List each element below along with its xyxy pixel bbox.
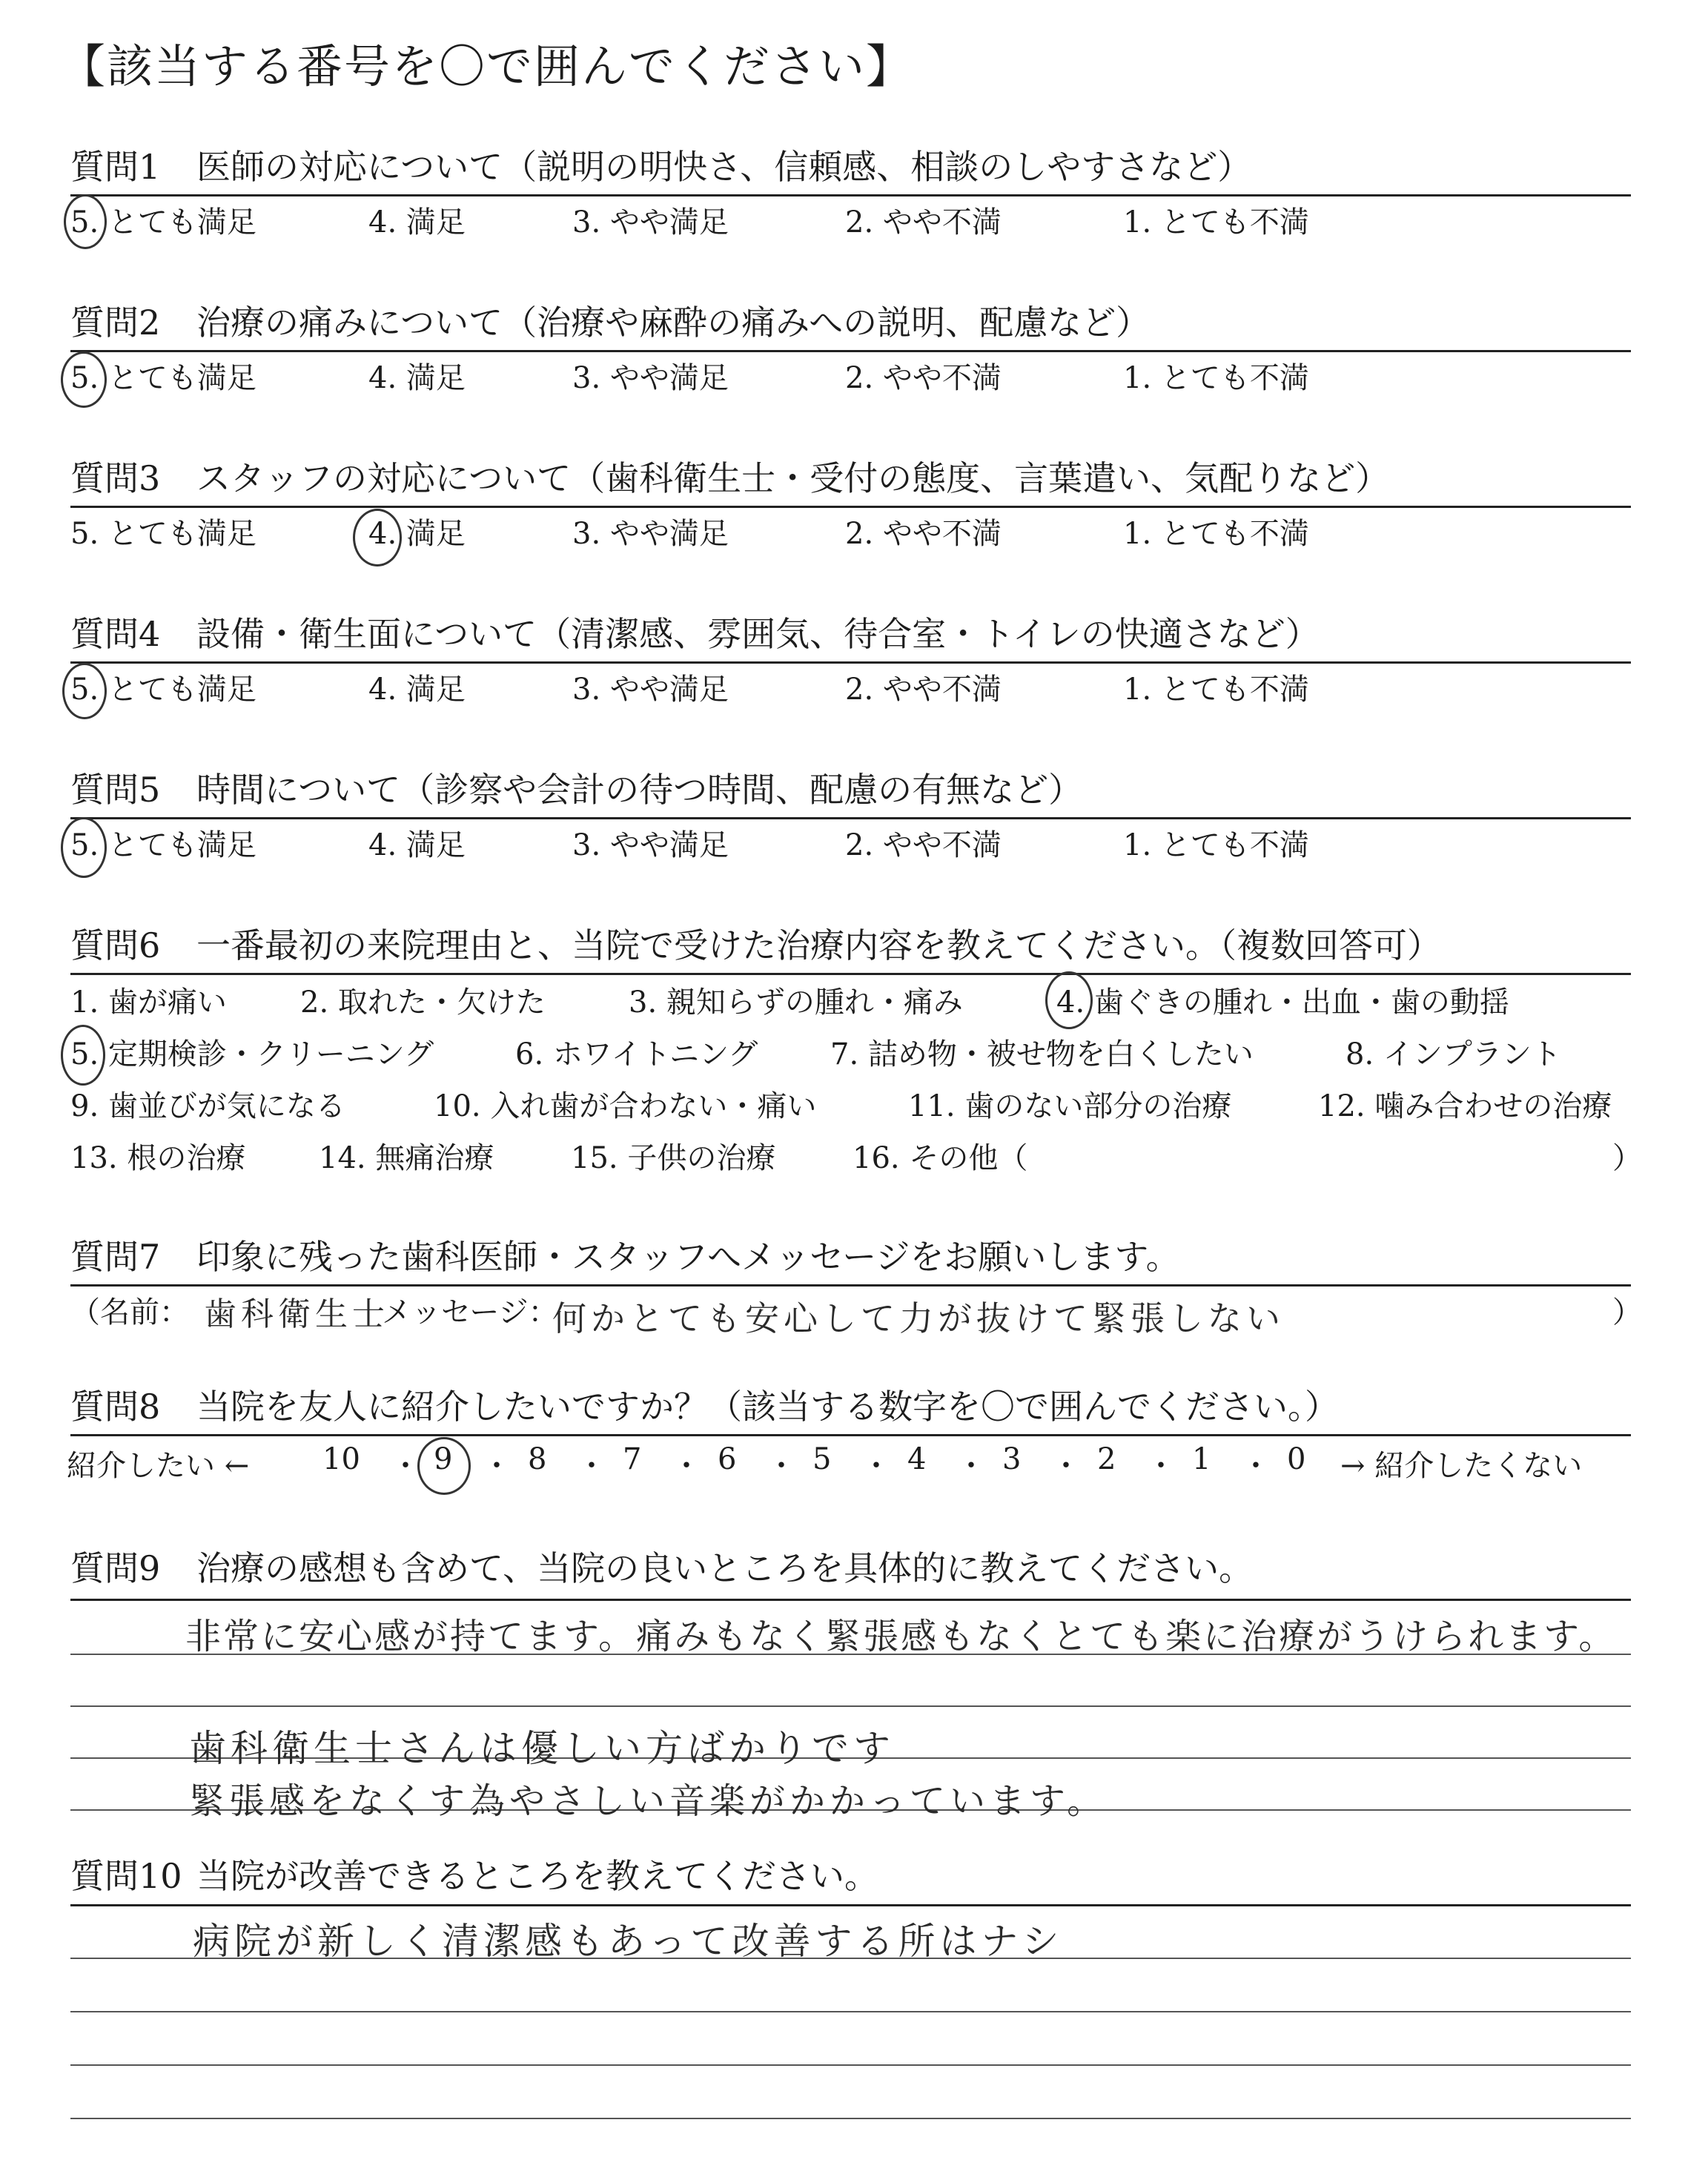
- message-close: ）: [1612, 1295, 1642, 1330]
- option-2[interactable]: 2. やや不満: [845, 828, 1002, 862]
- option-4[interactable]: 4. 満足: [368, 205, 466, 240]
- question-text: 時間について（診察や会計の待つ時間、配慮の有無など）: [196, 770, 1083, 810]
- option[interactable]: 2. 取れた・欠けた: [300, 985, 546, 1020]
- option-other[interactable]: 16. その他（: [853, 1141, 1028, 1175]
- dot: ・: [1146, 1449, 1176, 1483]
- option-4[interactable]: 4. 満足: [368, 828, 466, 862]
- writing-line: [70, 1705, 1631, 1707]
- option-1[interactable]: 1. とても不満: [1123, 828, 1309, 862]
- option-3[interactable]: 3. やや満足: [572, 517, 729, 551]
- option[interactable]: 6. ホワイトニング: [515, 1037, 758, 1071]
- option[interactable]: 11. 歯のない部分の治療: [908, 1089, 1232, 1123]
- score-1[interactable]: 1: [1192, 1442, 1211, 1476]
- scale-right-label: → 紹介したくない: [1340, 1449, 1583, 1483]
- question-number: 質問5: [70, 770, 161, 810]
- option-4[interactable]: 4. 満足: [368, 517, 466, 551]
- option[interactable]: 10. 入れ歯が合わない・痛い: [434, 1089, 817, 1123]
- dot: ・: [861, 1449, 891, 1483]
- writing-line: [70, 2118, 1631, 2119]
- question-text: 一番最初の来院理由と、当院で受けた治療内容を教えてください。（複数回答可）: [196, 925, 1441, 965]
- scale-left-label: 紹介したい ←: [67, 1449, 250, 1483]
- option-5[interactable]: 5. とても満足: [70, 205, 256, 240]
- question-text: 治療の感想も含めて、当院の良いところを具体的に教えてください。: [196, 1548, 1254, 1588]
- divider: [70, 1434, 1631, 1436]
- option-5[interactable]: 5. とても満足: [70, 361, 256, 395]
- dot: ・: [1051, 1449, 1081, 1483]
- option-5[interactable]: 5. とても満足: [70, 828, 256, 862]
- option-2[interactable]: 2. やや不満: [845, 673, 1002, 707]
- divider: [70, 350, 1631, 352]
- dot: ・: [1241, 1449, 1271, 1483]
- option[interactable]: 9. 歯並びが気になる: [70, 1089, 345, 1123]
- option-5[interactable]: 5. とても満足: [70, 517, 256, 551]
- writing-line: [70, 2064, 1631, 2066]
- divider: [70, 661, 1631, 664]
- score-0[interactable]: 0: [1287, 1442, 1306, 1476]
- question-text: 医師の対応について（説明の明快さ、信頼感、相談のしやすさなど）: [196, 147, 1252, 187]
- option-2[interactable]: 2. やや不満: [845, 517, 1002, 551]
- score-2[interactable]: 2: [1097, 1442, 1116, 1476]
- dot: ・: [482, 1449, 512, 1483]
- instruction-header: 【該当する番号を〇で囲んでください】: [59, 39, 914, 93]
- divider: [70, 817, 1631, 819]
- score-8[interactable]: 8: [528, 1442, 547, 1476]
- dot: ・: [577, 1449, 606, 1483]
- q9-handwritten-line-2[interactable]: 歯科衛生士さんは優しい方ばかりです: [189, 1727, 895, 1770]
- score-6[interactable]: 6: [718, 1442, 737, 1476]
- option[interactable]: 5. 定期検診・クリーニング: [70, 1037, 434, 1071]
- option-1[interactable]: 1. とても不満: [1123, 517, 1309, 551]
- option-2[interactable]: 2. やや不満: [845, 205, 1002, 240]
- message-handwritten[interactable]: 何かとても安心して力が抜けて緊張しない: [552, 1298, 1285, 1338]
- option[interactable]: 1. 歯が痛い: [70, 985, 227, 1020]
- question-1: [70, 141, 1627, 193]
- message-label: メッセージ：: [382, 1295, 558, 1330]
- question-text: 当院が改善できるところを教えてください。: [196, 1856, 878, 1896]
- question-10: [70, 1850, 1627, 1902]
- option[interactable]: 12. 噛み合わせの治療: [1318, 1089, 1612, 1123]
- option-3[interactable]: 3. やや満足: [572, 828, 729, 862]
- question-number: 質問2: [70, 303, 161, 343]
- option[interactable]: 8. インプラント: [1345, 1037, 1561, 1071]
- question-number: 質問6: [70, 925, 161, 965]
- score-10[interactable]: 10: [322, 1442, 360, 1476]
- question-7: [70, 1231, 1627, 1283]
- score-3[interactable]: 3: [1002, 1442, 1022, 1476]
- question-6: [70, 919, 1627, 971]
- divider: [70, 1904, 1631, 1906]
- dot: ・: [767, 1449, 796, 1483]
- q9-handwritten-line-3[interactable]: 緊張感をなくす為やさしい音楽がかかっています。: [189, 1780, 1108, 1822]
- question-text: 治療の痛みについて（治療や麻酔の痛みへの説明、配慮など）: [196, 303, 1151, 343]
- writing-line: [70, 2011, 1631, 2012]
- option-3[interactable]: 3. やや満足: [572, 205, 729, 240]
- question-number: 質問8: [70, 1387, 161, 1427]
- option-3[interactable]: 3. やや満足: [572, 361, 729, 395]
- question-8: [70, 1381, 1627, 1433]
- question-number: 質問3: [70, 458, 161, 498]
- question-text: 印象に残った歯科医師・スタッフへメッセージをお願いします。: [196, 1237, 1180, 1277]
- question-9: [70, 1542, 1627, 1594]
- dot: ・: [956, 1449, 986, 1483]
- divider: [70, 1599, 1631, 1601]
- option-4[interactable]: 4. 満足: [368, 361, 466, 395]
- divider: [70, 1284, 1631, 1287]
- option-1[interactable]: 1. とても不満: [1123, 361, 1309, 395]
- question-2: [70, 297, 1627, 349]
- option-2[interactable]: 2. やや不満: [845, 361, 1002, 395]
- score-7[interactable]: 7: [623, 1442, 642, 1476]
- question-3: [70, 452, 1627, 504]
- option[interactable]: 4. 歯ぐきの腫れ・出血・歯の動揺: [1056, 985, 1509, 1020]
- question-text: 当院を友人に紹介したいですか？（該当する数字を〇で囲んでください。）: [196, 1387, 1339, 1427]
- divider: [70, 506, 1631, 508]
- option-1[interactable]: 1. とても不満: [1123, 673, 1309, 707]
- option-5[interactable]: 5. とても満足: [70, 673, 256, 707]
- name-handwritten[interactable]: 歯科衛生士: [204, 1295, 389, 1333]
- question-number: 質問7: [70, 1237, 161, 1277]
- question-4: [70, 608, 1627, 660]
- score-5[interactable]: 5: [812, 1442, 832, 1476]
- option[interactable]: 7. 詰め物・被せ物を白くしたい: [830, 1037, 1254, 1071]
- name-label: （名前：: [70, 1295, 189, 1330]
- option-3[interactable]: 3. やや満足: [572, 673, 729, 707]
- option-1[interactable]: 1. とても不満: [1123, 205, 1309, 240]
- option[interactable]: 13. 根の治療: [70, 1141, 246, 1175]
- option-other-close: ）: [1612, 1141, 1642, 1175]
- question-5: [70, 764, 1627, 816]
- dot: ・: [391, 1449, 420, 1483]
- question-number: 質問9: [70, 1548, 161, 1588]
- question-number: 質問4: [70, 614, 161, 654]
- divider: [70, 194, 1631, 196]
- option[interactable]: 14. 無痛治療: [319, 1141, 494, 1175]
- q9-handwritten-line-1[interactable]: 非常に安心感が持てます。痛みもなく緊張感もなくとても楽に治療がうけられます。: [185, 1616, 1617, 1657]
- score-9[interactable]: 9: [434, 1442, 453, 1476]
- option-4[interactable]: 4. 満足: [368, 673, 466, 707]
- question-number: 質問1: [70, 147, 161, 187]
- q10-handwritten-line-1[interactable]: 病院が新しく清潔感もあって改善する所はナシ: [193, 1920, 1064, 1963]
- option[interactable]: 3. 親知らずの腫れ・痛み: [629, 985, 963, 1020]
- divider: [70, 973, 1631, 975]
- option[interactable]: 15. 子供の治療: [571, 1141, 776, 1175]
- question-number: 質問10: [70, 1856, 182, 1896]
- score-4[interactable]: 4: [907, 1442, 927, 1476]
- question-text: 設備・衛生面について（清潔感、雰囲気、待合室・トイレの快適さなど）: [196, 614, 1320, 654]
- question-text: スタッフの対応について（歯科衛生士・受付の態度、言葉遣い、気配りなど）: [196, 458, 1390, 498]
- dot: ・: [672, 1449, 701, 1483]
